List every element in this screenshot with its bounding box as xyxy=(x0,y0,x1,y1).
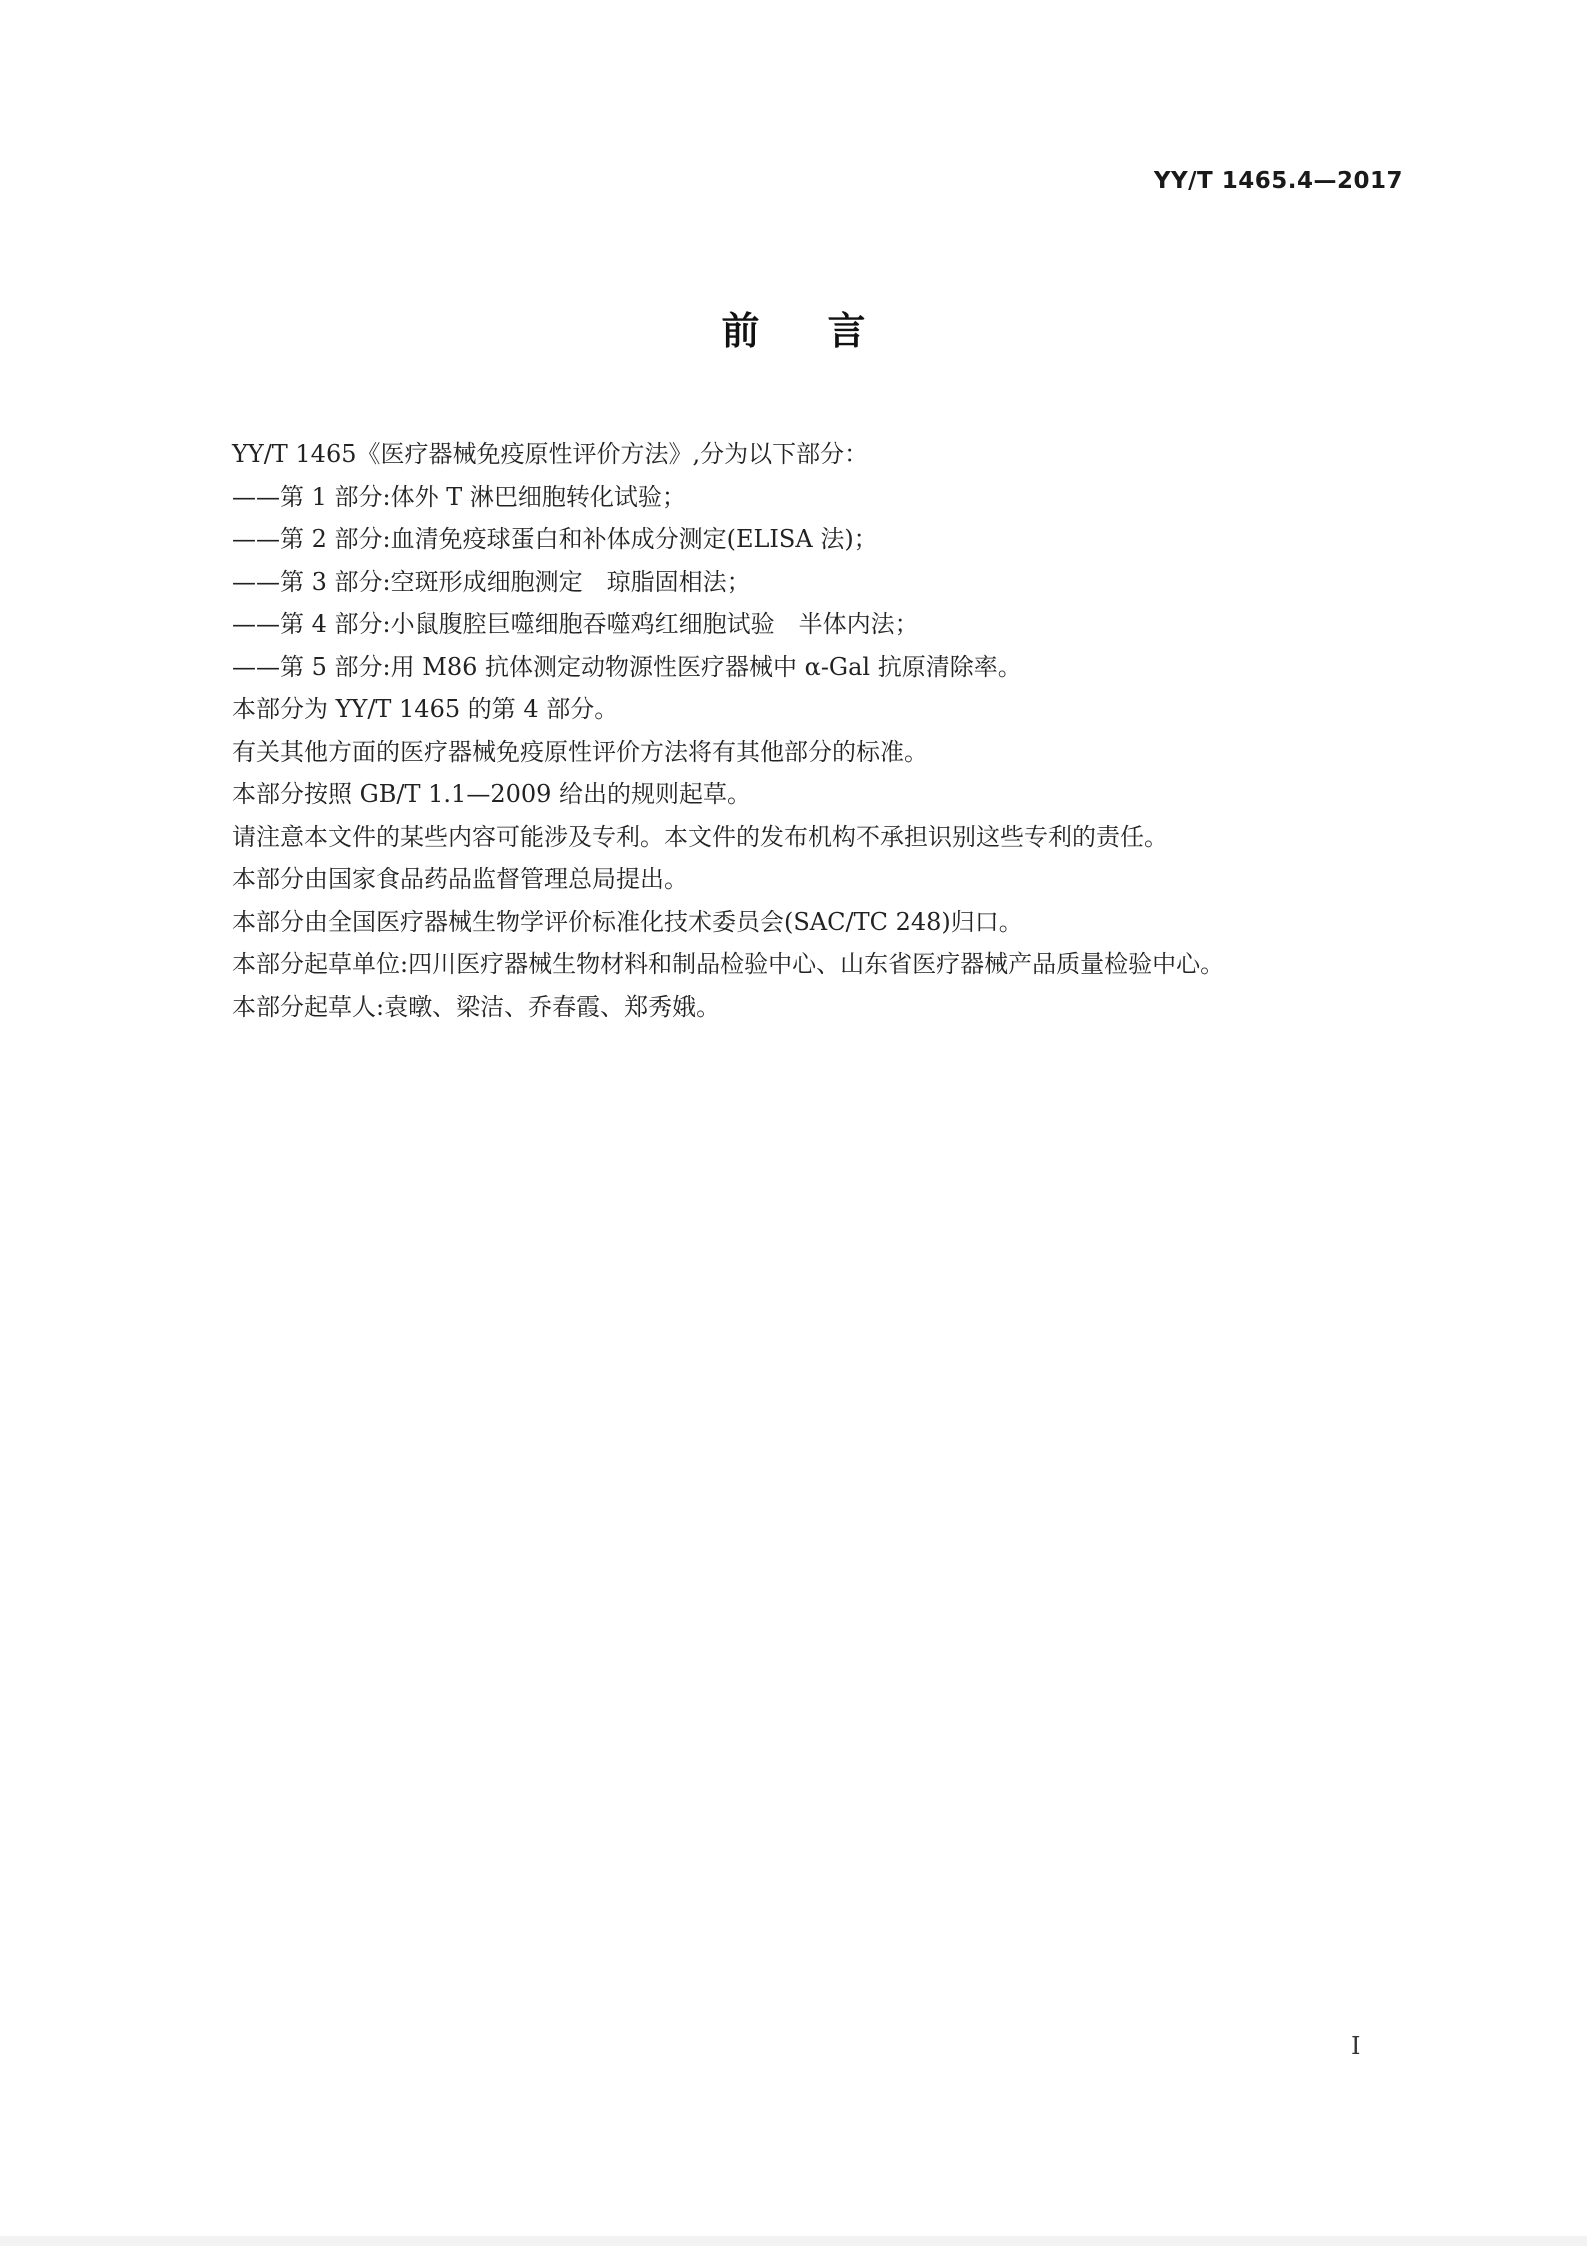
list-item-part-2: ——第 2 部分:血清免疫球蛋白和补体成分测定(ELISA 法)； xyxy=(232,525,878,553)
paragraph-intro: YY/T 1465《医疗器械免疫原性评价方法》,分为以下部分： xyxy=(232,440,869,468)
foreword-body xyxy=(232,433,1412,1028)
page-bottom-edge xyxy=(0,2236,1587,2246)
paragraph-patent-notice: 请注意本文件的某些内容可能涉及专利。本文件的发布机构不承担识别这些专利的责任。 xyxy=(232,822,1168,851)
list-item-part-1: ——第 1 部分:体外 T 淋巴细胞转化试验； xyxy=(232,482,686,511)
list-item-part-4: ——第 4 部分:小鼠腹腔巨噬细胞吞噬鸡红细胞试验 半体内法； xyxy=(232,610,919,638)
paragraph-drafters: 本部分起草人:袁暾、梁洁、乔春霞、郑秀娥。 xyxy=(232,992,721,1021)
paragraph-other-parts: 有关其他方面的医疗器械免疫原性评价方法将有其他部分的标准。 xyxy=(232,737,928,766)
standard-code: YY/T 1465.4—2017 xyxy=(1153,168,1403,194)
paragraph-proposer: 本部分由国家食品药品监督管理总局提出。 xyxy=(232,865,688,893)
paragraph-drafting-units: 本部分起草单位:四川医疗器械生物材料和制品检验中心、山东省医疗器械产品质量检验中心。 xyxy=(232,950,1225,978)
page-title: 前言 xyxy=(721,309,934,353)
page-number: I xyxy=(1351,2032,1361,2060)
paragraph-committee: 本部分由全国医疗器械生物学评价标准化技术委员会(SAC/TC 248)归口。 xyxy=(232,907,1023,936)
list-item-part-5: ——第 5 部分:用 M86 抗体测定动物源性医疗器械中 α-Gal 抗原清除率。 xyxy=(232,652,1022,681)
paragraph-part-statement: 本部分为 YY/T 1465 的第 4 部分。 xyxy=(232,695,619,723)
list-item-part-3: ——第 3 部分:空斑形成细胞测定 琼脂固相法； xyxy=(232,567,751,596)
paragraph-drafting-rules: 本部分按照 GB/T 1.1—2009 给出的规则起草。 xyxy=(232,780,752,808)
